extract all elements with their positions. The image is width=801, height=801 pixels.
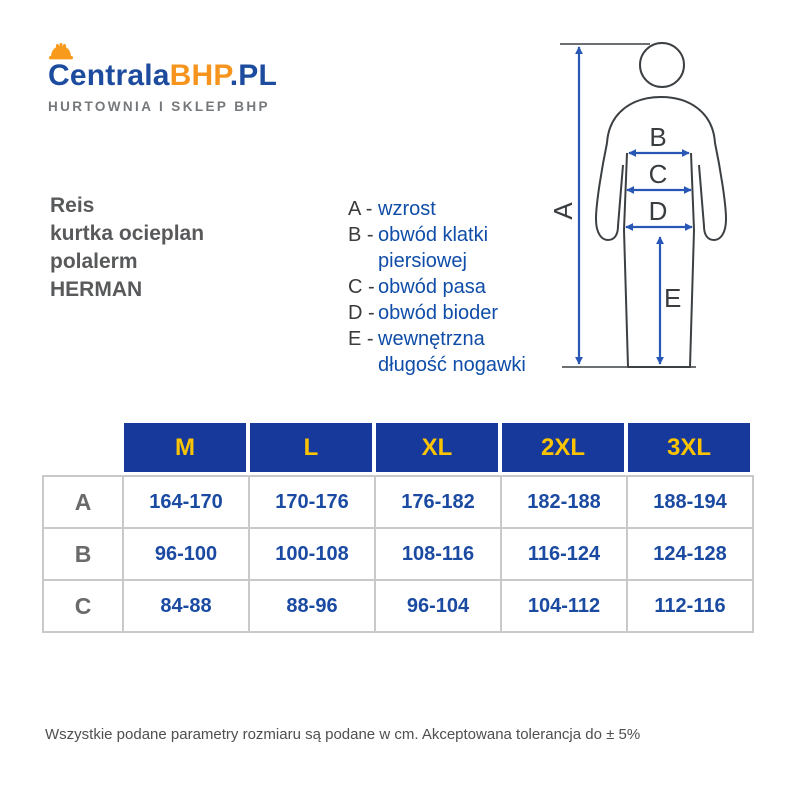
product-line-1: Reis xyxy=(50,194,95,217)
hard-hat-icon xyxy=(49,43,73,60)
value-a-3xl: 188-194 xyxy=(628,477,754,529)
legend-letter-e: E - xyxy=(348,328,374,350)
value-a-2xl: 182-188 xyxy=(502,477,628,529)
legend-text-d: obwód bioder xyxy=(378,302,499,324)
measurement-diagram xyxy=(550,15,790,385)
brand-part-bhp: BHP xyxy=(169,59,230,92)
legend-item-e xyxy=(348,326,540,378)
size-table xyxy=(42,423,754,633)
legend-letter-c: C - xyxy=(348,276,375,298)
value-a-l: 170-176 xyxy=(250,477,376,529)
legend-item-c xyxy=(348,274,540,300)
legend-item-d xyxy=(348,300,540,326)
size-column-header-xl: XL xyxy=(376,423,498,472)
row-label-c: C xyxy=(44,581,124,633)
brand-logo xyxy=(48,43,277,114)
value-a-xl: 176-182 xyxy=(376,477,502,529)
brand-part-centrala: Centrala xyxy=(48,59,170,92)
size-column-header-2xl: 2XL xyxy=(502,423,624,472)
brand-part-pl: .PL xyxy=(229,59,278,92)
row-label-a: A xyxy=(44,477,124,529)
legend-text-a: wzrost xyxy=(378,198,436,220)
value-b-m: 96-100 xyxy=(124,529,250,581)
legend-letter-b: B - xyxy=(348,224,374,246)
legend-item-a xyxy=(348,196,540,222)
size-column-header-l: L xyxy=(250,423,372,472)
size-table-header xyxy=(42,423,754,472)
row-label-b: B xyxy=(44,529,124,581)
legend-text-e: wewnętrzna długość nogawki xyxy=(378,328,526,376)
legend-text-b: obwód klatki piersiowej xyxy=(378,224,489,272)
tolerance-note: Wszystkie podane parametry rozmiaru są podane w cm. Akceptowana tolerancja do ± 5% xyxy=(45,726,641,743)
product-line-2: kurtka ocieplan xyxy=(50,222,205,245)
value-b-3xl: 124-128 xyxy=(628,529,754,581)
dimension-b-label: B xyxy=(649,122,667,152)
brand-tagline: HURTOWNIA I SKLEP BHP xyxy=(48,99,270,114)
measurement-legend xyxy=(348,196,540,378)
head-outline xyxy=(640,43,684,87)
table-corner-cell xyxy=(42,423,122,472)
dimension-a-label: A xyxy=(550,202,578,220)
product-title xyxy=(50,192,204,304)
dimension-d-label: D xyxy=(648,196,668,226)
brand-wordmark xyxy=(48,59,277,93)
value-a-m: 164-170 xyxy=(124,477,250,529)
value-c-2xl: 104-112 xyxy=(502,581,628,633)
value-b-xl: 108-116 xyxy=(376,529,502,581)
legend-letter-d: D - xyxy=(348,302,375,324)
value-c-l: 88-96 xyxy=(250,581,376,633)
product-line-3: polalerm xyxy=(50,250,138,273)
value-b-2xl: 116-124 xyxy=(502,529,628,581)
dimension-e-label: E xyxy=(664,283,682,313)
value-c-m: 84-88 xyxy=(124,581,250,633)
dimension-c-label: C xyxy=(648,159,668,189)
legend-letter-a: A - xyxy=(348,198,373,220)
value-b-l: 100-108 xyxy=(250,529,376,581)
size-column-header-3xl: 3XL xyxy=(628,423,750,472)
value-c-xl: 96-104 xyxy=(376,581,502,633)
value-c-3xl: 112-116 xyxy=(628,581,754,633)
legend-item-b xyxy=(348,222,540,274)
product-line-4: HERMAN xyxy=(50,278,143,301)
size-table-body xyxy=(42,475,754,633)
size-column-header-m: M xyxy=(124,423,246,472)
legend-text-c: obwód pasa xyxy=(378,276,486,298)
